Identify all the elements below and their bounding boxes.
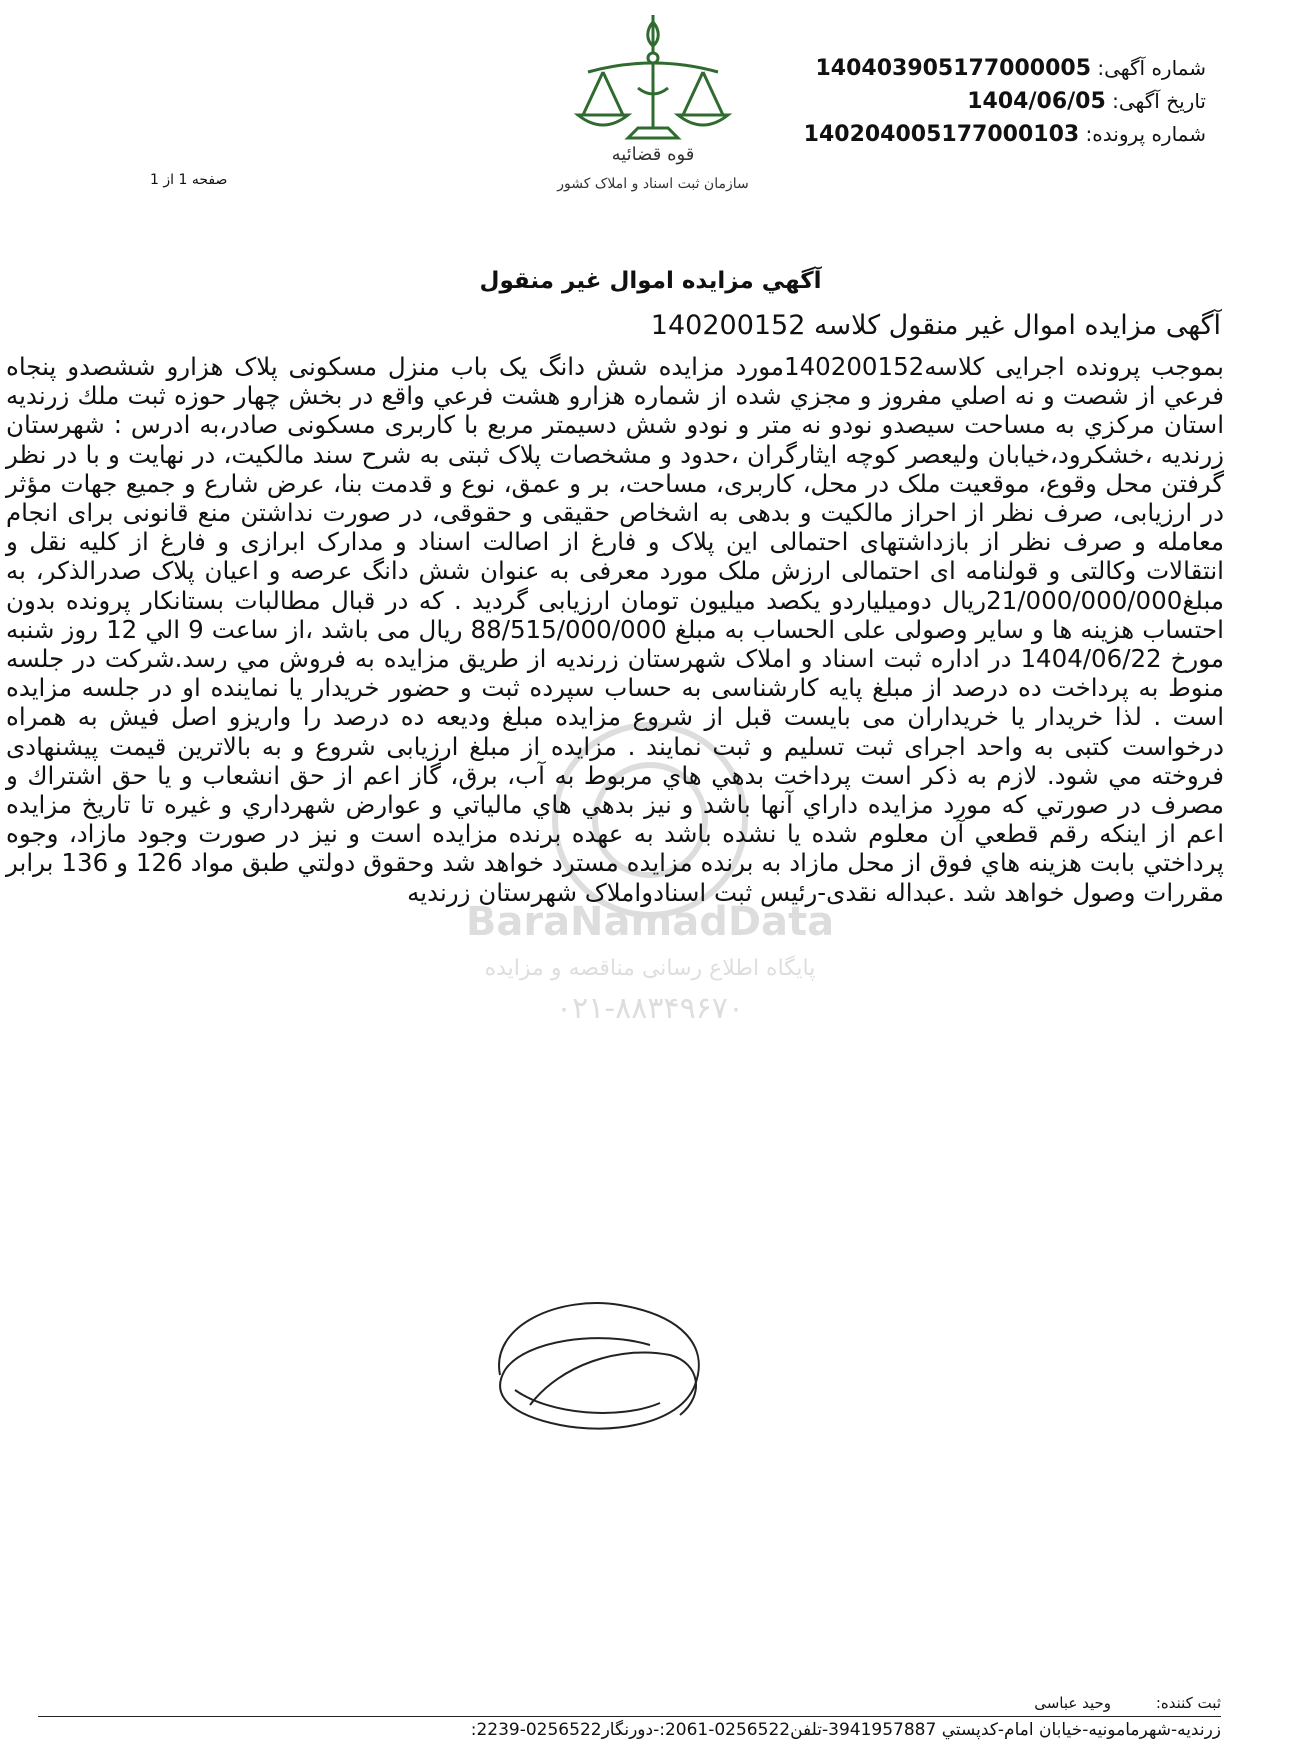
notice-title: آگهي مزايده اموال غير منقول	[479, 268, 822, 294]
notice-date: 1404/06/05	[967, 89, 1106, 114]
notice-number: 140403905177000005	[815, 56, 1092, 81]
watermark-phone: ۰۲۱-۸۸۳۴۹۶۷۰	[555, 991, 745, 1026]
registrar-label: ثبت کننده:	[1155, 1694, 1221, 1712]
registrar-line	[1034, 1694, 1221, 1712]
registrar-name: وحید عباسی	[1034, 1694, 1112, 1712]
emblem-caption-2: سازمان ثبت اسناد و املاک کشور	[557, 176, 749, 192]
page-count: صفحه 1 از 1	[150, 172, 228, 188]
notice-subtitle: آگهی مزایده اموال غیر منقول کلاسه 140200152	[650, 310, 1221, 341]
case-number-row	[804, 118, 1206, 151]
judiciary-emblem-icon	[557, 10, 749, 215]
notice-number-row	[804, 52, 1206, 85]
signature-scribble	[470, 1285, 730, 1445]
watermark-tagline: پایگاه اطلاع رسانی مناقصه و مزایده	[484, 956, 816, 981]
notice-meta	[804, 52, 1206, 151]
watermark-brand: BaraNamadData	[465, 899, 835, 945]
notice-date-row	[804, 85, 1206, 118]
case-number: 140204005177000103	[803, 122, 1080, 147]
notice-body: بموجب پرونده اجرایی کلاسه140200152مورد مزایده شش دانگ یک باب منزل مسکونی پلاک هزارو ششصدو پنجاه فرعي از شصت و نه اصلي مفروز و مجزي شده از شماره هزارو هشت فرعي واقع در بخش چهار حوزه ثبت ملك زرنديه استان مركزي به مساحت سيصدو نودو نه متر و نودو شش دسيمتر مربع با کاربری مسکونی صادر،به ادرس : شهرستان زرندیه ،خشکرود،خیابان ولیعصر کوچه ایثارگران ،حدود و مشخصات پلاک ثبتی به شرح سند مالکیت، در نهایت و با در نظر گرفتن محل وقوع، موقعیت ملک در محل، کاربری، مساحت، بر و عمق، نوع و قدمت بنا، عرض شارع و جمیع جهات مؤثر در ارزیابی، صرف نظر از احراز مالکیت و بدهی به اشخاص حقیقی و حقوقی، در صورت نداشتن منع قانونی برای انجام معامله و صرف نظر از بازداشتهای احتمالی این پلاک و فارغ از اصالت اسناد و مدارک ابرازی و فارغ از کلیه نقل و انتقالات وکالتی و قولنامه ای احتمالی ارزش ملک مورد معرفی به عنوان شش دانگ عرصه و اعیان پلاک صدرالذکر، به مبلغ21/000/000/000ریال دومیلیاردو یکصد میلیون تومان ارزیابی گردید . که در قبال مطالبات بستانکار پرونده بدون احتساب هزینه ها و سایر وصولی علی الحساب به مبلغ 88/515/000/000 ریال می باشد ،از ساعت 9 الي 12 روز شنبه مورخ 1404/06/22 در اداره ثبت اسناد و املاک شهرستان زرنديه از طريق مزايده به فروش مي رسد.شرکت در جلسه منوط به پرداخت ده درصد از مبلغ پایه کارشناسی به حساب سپرده ثبت و حضور خریدار یا نماینده او در جلسه مزایده است . لذا خریدار یا خریداران می بایست قبل از شروع مزایده مبلغ ودیعه ده درصد را واریزو اصل فیش به همراه درخواست کتبی به واحد اجرای ثبت تسلیم و ثبت نمایند . مزایده از مبلغ ارزیابی شروع و به بالاترین قیمت پیشنهادی فروخته مي شود. لازم به ذكر است پرداخت بدهي هاي مربوط به آب، برق، گاز اعم از حق انشعاب و يا حق اشتراك و مصرف در صورتي كه مورد مزايده داراي آنها باشد و نيز بدهي هاي مالياتي و عوارض شهرداري و غيره تا تاريخ مزايده اعم از اينكه رقم قطعي آن معلوم شده يا نشده باشد به عهده برنده مزايده است و نيز در صورت وجود مازاد، وجوه پرداختي بابت هزينه هاي فوق از محل مازاد به برنده مزايده مسترد خواهد شد وحقوق دولتي طبق مواد 126 و 136 برابر مقررات وصول خواهد شد .عبداله نقدی-رئیس ثبت اسنادواملاک شهرستان زرندیه	[6, 352, 1225, 907]
footer-divider	[38, 1716, 1221, 1717]
notice-number-label: شماره آگهی:	[1097, 56, 1206, 80]
notice-date-label: تاریخ آگهی:	[1112, 89, 1206, 113]
emblem-caption-1: قوه قضائیه	[611, 144, 695, 165]
case-number-label: شماره پرونده:	[1085, 122, 1206, 146]
footer-address: زرنديه-شهرمامونيه-خيابان امام-كدپستي 3941957887-تلفن0256522-2061:-دورنگار0256522-2239:	[470, 1720, 1221, 1740]
